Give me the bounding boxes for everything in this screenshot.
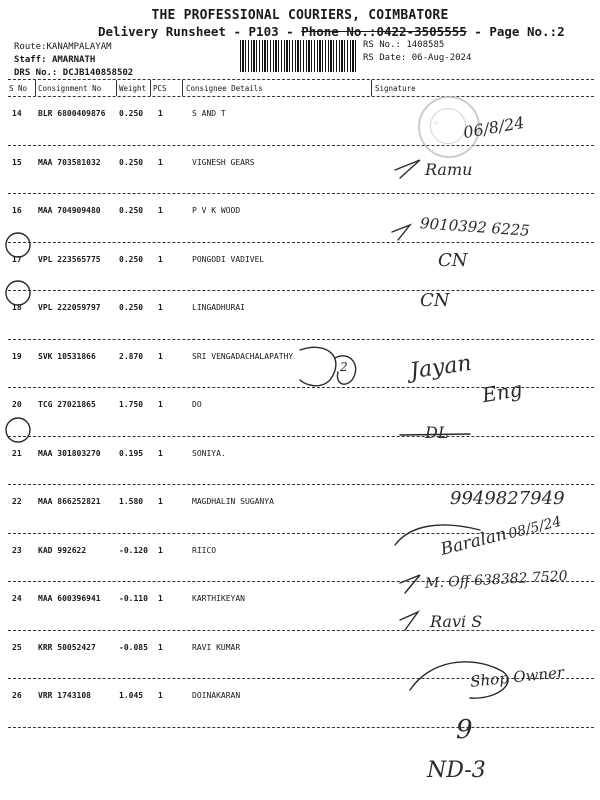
row-consignee: VIGNESH GEARS bbox=[192, 157, 255, 167]
handwritten-date-14: 06/8/24 bbox=[461, 112, 526, 143]
handwritten-sig-23: Baralan bbox=[438, 524, 509, 560]
row-consignee: PONGODI VADIVEL bbox=[192, 254, 265, 264]
row-consignment: VPL 223565775 bbox=[38, 254, 101, 264]
staff-line bbox=[14, 55, 95, 65]
row-consignee: RIICO bbox=[192, 545, 217, 555]
col-header-consignee: Consignee Details bbox=[186, 84, 263, 93]
arrow-stroke-14 bbox=[395, 160, 420, 178]
row-sno: 15 bbox=[12, 157, 22, 167]
row-consignee: LINGADHURAI bbox=[192, 303, 245, 312]
row-weight: 0.195 bbox=[119, 448, 144, 458]
row-weight: 1.045 bbox=[119, 691, 144, 700]
drs-label: DRS No.: bbox=[14, 68, 58, 78]
circle-mark-18 bbox=[6, 281, 30, 305]
col-header-sno: S No bbox=[9, 84, 28, 93]
handwritten-sig-20: Eng bbox=[480, 376, 525, 408]
handwritten-phone-24: M. Off 638382 7520 bbox=[424, 568, 568, 592]
row-pcs: 1 bbox=[158, 109, 163, 118]
column-divider bbox=[116, 80, 117, 96]
row-pcs: 1 bbox=[158, 448, 163, 458]
handwritten-date-23: 08/5/24 bbox=[506, 513, 564, 543]
drs-value: DCJB140858502 bbox=[62, 68, 134, 78]
row-weight: 0.250 bbox=[119, 303, 144, 312]
circle-mark-17 bbox=[6, 233, 30, 257]
phone-number: Phone No.:0422-3505555 bbox=[301, 24, 467, 39]
row-separator bbox=[8, 484, 594, 485]
row-pcs: 1 bbox=[158, 594, 163, 603]
col-header-consignment: Consignment No bbox=[38, 84, 102, 93]
col-header-pcs: PCS bbox=[153, 84, 167, 93]
row-consignment: MAA 703581032 bbox=[38, 157, 101, 167]
handwritten-mark-18: CN bbox=[420, 290, 450, 311]
row-consignee: DO bbox=[192, 400, 202, 409]
circle-mark-21 bbox=[6, 418, 30, 442]
row-weight: 2.870 bbox=[119, 351, 144, 361]
row-separator bbox=[8, 339, 594, 340]
row-pcs: 1 bbox=[158, 157, 163, 167]
column-divider bbox=[371, 80, 372, 96]
row-sno: 18 bbox=[12, 303, 22, 312]
row-consignment: BLR 6800409876 bbox=[38, 109, 106, 118]
rs-number: RS No.: 1408585 bbox=[363, 40, 445, 50]
row-sno: 19 bbox=[12, 351, 22, 361]
staff-value: AMARNATH bbox=[51, 55, 96, 65]
table-header-rule bbox=[8, 96, 594, 97]
row-weight: 0.250 bbox=[119, 206, 144, 215]
row-sno: 16 bbox=[12, 206, 22, 215]
row-sno: 25 bbox=[12, 642, 22, 652]
row-sno: 17 bbox=[12, 254, 22, 264]
column-divider bbox=[150, 80, 151, 96]
row-weight: 0.250 bbox=[119, 109, 144, 118]
row-sno: 22 bbox=[12, 497, 22, 506]
handwritten-phone-16: 9010392 6225 bbox=[419, 214, 531, 240]
row-pcs: 1 bbox=[158, 545, 163, 555]
route-line bbox=[14, 42, 112, 52]
row-consignee: DOINAKARAN bbox=[192, 691, 241, 700]
staff-label: Staff: bbox=[14, 55, 47, 65]
company-title: THE PROFESSIONAL COURIERS, COIMBATORE bbox=[151, 8, 449, 23]
row-consignee: SONIYA. bbox=[192, 448, 226, 458]
handwritten-sig-26: Shop Owner bbox=[469, 663, 565, 691]
column-divider bbox=[182, 80, 183, 96]
row-consignment: KAD 992622 bbox=[38, 545, 87, 555]
row-consignee: MAGDHALIN SUGANYA bbox=[192, 497, 274, 506]
row-consignment: VRR 1743108 bbox=[38, 691, 91, 700]
row-pcs: 1 bbox=[158, 642, 163, 652]
page-number: - Page No.:2 bbox=[466, 24, 565, 39]
handwritten-footer-nd: ND-3 bbox=[427, 758, 486, 783]
stamp-mark: ○ bbox=[434, 120, 439, 127]
handwritten-note-19: 2 bbox=[340, 360, 348, 374]
row-weight: 0.250 bbox=[119, 254, 144, 264]
row-separator bbox=[8, 193, 594, 194]
row-consignment: MAA 600396941 bbox=[38, 594, 101, 603]
barcode bbox=[240, 40, 358, 72]
row-sno: 26 bbox=[12, 691, 22, 700]
row-weight: 1.580 bbox=[119, 497, 144, 506]
row-pcs: 1 bbox=[158, 206, 163, 215]
row-pcs: 1 bbox=[158, 254, 163, 264]
row-consignment: KRR 50052427 bbox=[38, 642, 96, 652]
row-pcs: 1 bbox=[158, 303, 163, 312]
row-weight: 1.750 bbox=[119, 400, 144, 409]
col-header-weight: Weight bbox=[119, 84, 147, 93]
row-weight: -0.085 bbox=[119, 642, 148, 652]
row-sno: 20 bbox=[12, 400, 22, 409]
row-weight: 0.250 bbox=[119, 157, 144, 167]
handwritten-sig-25: Ravi S bbox=[430, 612, 483, 631]
row-sno: 23 bbox=[12, 545, 22, 555]
row-consignment: MAA 704909480 bbox=[38, 206, 101, 215]
route-value: KANAMPALAYAM bbox=[46, 42, 112, 52]
drs-line bbox=[14, 68, 133, 78]
row-separator bbox=[8, 242, 594, 243]
arrow-stroke-25 bbox=[400, 612, 418, 630]
row-weight: -0.110 bbox=[119, 594, 148, 603]
row-consignment: MAA 301803270 bbox=[38, 448, 101, 458]
row-sno: 14 bbox=[12, 109, 22, 118]
runsheet-prefix: Delivery Runsheet - P103 - bbox=[98, 24, 302, 39]
handwritten-sig-19: Jayan bbox=[408, 350, 474, 385]
row-sno: 21 bbox=[12, 448, 22, 458]
row-pcs: 1 bbox=[158, 497, 163, 506]
arrow-stroke-16 bbox=[392, 225, 410, 240]
row-sno: 24 bbox=[12, 594, 22, 603]
row-pcs: 1 bbox=[158, 351, 163, 361]
handwritten-mark-17: CN bbox=[438, 250, 468, 271]
runsheet-title bbox=[98, 24, 565, 39]
handwritten-sig-21: DL bbox=[425, 423, 449, 442]
handwritten-footer-number: 9 bbox=[456, 715, 473, 745]
row-pcs: 1 bbox=[158, 691, 163, 700]
row-separator bbox=[8, 630, 594, 631]
row-separator bbox=[8, 290, 594, 291]
row-consignment: VPL 222059797 bbox=[38, 303, 101, 312]
handwritten-phone-22: 9949827949 bbox=[450, 488, 565, 509]
col-header-signature: Signature bbox=[375, 84, 416, 93]
handwritten-name-14: Ramu bbox=[425, 160, 473, 179]
row-separator bbox=[8, 436, 594, 437]
row-consignee: P V K WOOD bbox=[192, 206, 241, 215]
row-consignment: SVK 10531866 bbox=[38, 351, 96, 361]
arrow-stroke-24 bbox=[400, 575, 420, 593]
row-consignment: TCG 27021865 bbox=[38, 400, 96, 409]
row-consignee: S AND T bbox=[192, 109, 226, 118]
table-top-rule bbox=[8, 79, 594, 80]
scribble-19 bbox=[300, 347, 336, 385]
row-weight: -0.120 bbox=[119, 545, 148, 555]
row-consignee: SRI VENGADACHALAPATHY bbox=[192, 351, 294, 361]
row-consignee: KARTHIKEYAN bbox=[192, 594, 245, 603]
row-pcs: 1 bbox=[158, 400, 163, 409]
row-consignee: RAVI KUMAR bbox=[192, 642, 241, 652]
route-label: Route: bbox=[14, 42, 47, 52]
rs-date: RS Date: 06-Aug-2024 bbox=[363, 53, 472, 63]
column-divider bbox=[35, 80, 36, 96]
row-separator bbox=[8, 727, 594, 728]
row-separator bbox=[8, 145, 594, 146]
row-consignment: MAA 866252821 bbox=[38, 497, 101, 506]
